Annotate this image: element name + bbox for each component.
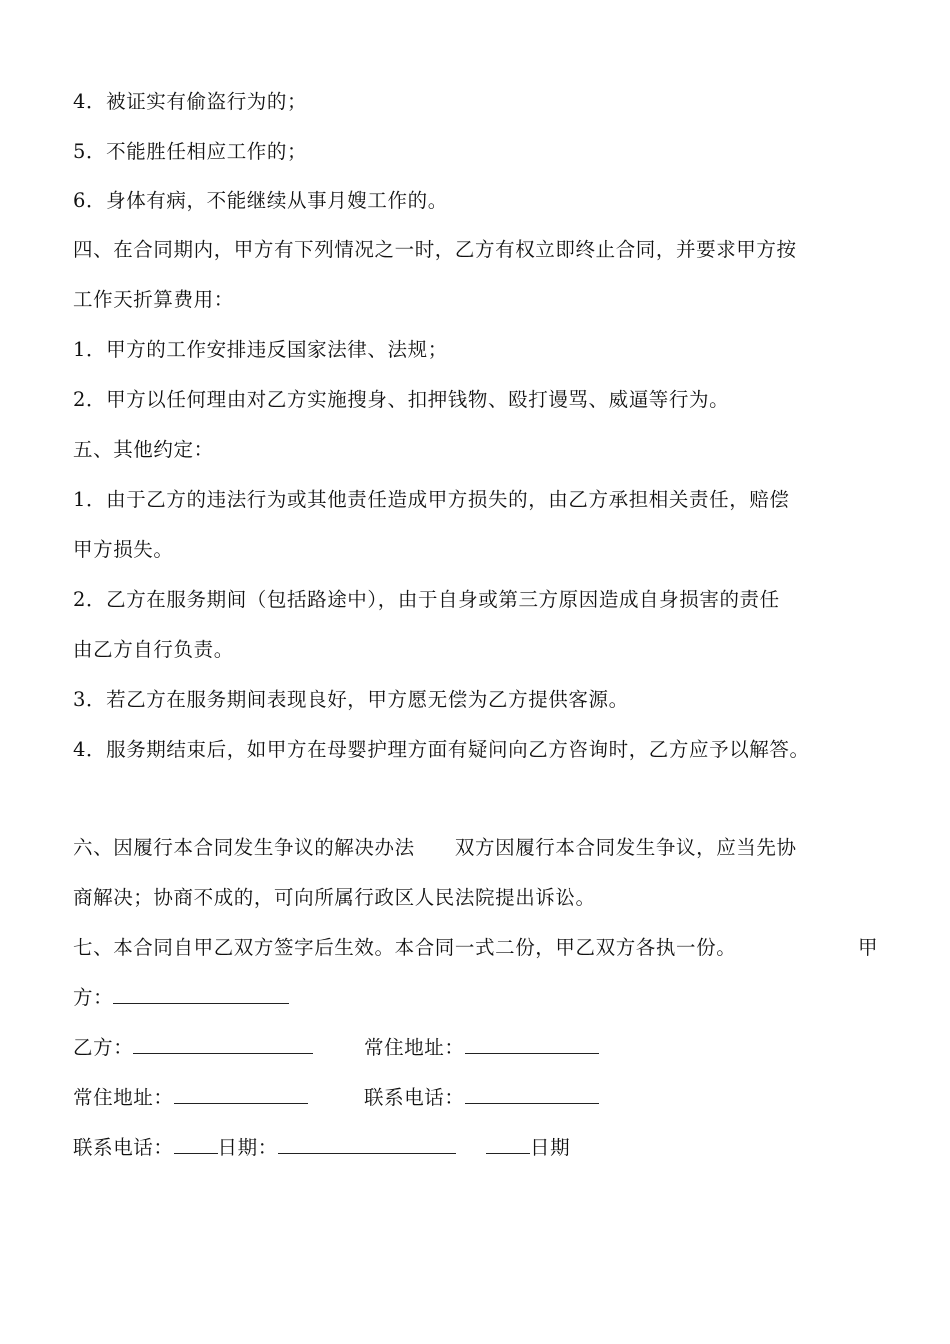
clause-7: [73, 934, 736, 962]
clause-3-item-4: 4．被证实有偷盗行为的；: [73, 90, 308, 113]
date-label-2: 日期: [530, 1136, 571, 1159]
clause-5-item-1: 1．由于乙方的违法行为或其他责任造成甲方损失的，由乙方承担相关责任，赔偿: [73, 488, 790, 511]
party-a-signature-field[interactable]: [113, 985, 289, 1004]
party-b-signature-field[interactable]: [133, 1035, 313, 1054]
clause-7-text: 七、本合同自甲乙双方签字后生效。本合同一式二份，甲乙双方各执一份。: [73, 936, 737, 959]
clause-5-heading: 五、其他约定：: [73, 438, 214, 461]
address-field-2[interactable]: [174, 1085, 308, 1104]
clause-6: 六、因履行本合同发生争议的解决办法 双方因履行本合同发生争议，应当先协: [73, 836, 797, 859]
party-b-group: [73, 1034, 313, 1062]
phone-field-2[interactable]: [174, 1135, 218, 1154]
party-a-label: 方：: [73, 986, 114, 1009]
date-label-1: 日期：: [217, 1136, 278, 1159]
phone-label-1: 联系电话：: [364, 1086, 465, 1109]
address-label-2: 常住地址：: [73, 1086, 174, 1109]
clause-5-item-3: 3．若乙方在服务期间表现良好，甲方愿无偿为乙方提供客源。: [73, 688, 629, 711]
date-field-1[interactable]: [278, 1135, 456, 1154]
clause-3-item-6: 6．身体有病，不能继续从事月嫂工作的。: [73, 189, 448, 212]
phone-date-group: [73, 1134, 456, 1162]
clause-4-heading-cont: 工作天折算费用：: [73, 288, 234, 311]
date-field-2[interactable]: [486, 1135, 530, 1154]
clause-5-item-4: 4．服务期结束后，如甲方在母婴护理方面有疑问向乙方咨询时，乙方应予以解答。: [73, 738, 810, 761]
address-group-1: [364, 1034, 599, 1062]
clause-4-item-1: 1．甲方的工作安排违反国家法律、法规；: [73, 338, 448, 361]
party-a-row: [73, 984, 289, 1012]
party-b-label: 乙方：: [73, 1036, 134, 1059]
phone-group-1: [364, 1084, 599, 1112]
address-label-1: 常住地址：: [364, 1036, 465, 1059]
phone-label-2: 联系电话：: [73, 1136, 174, 1159]
clause-5-item-2: 2．乙方在服务期间（包括路途中），由于自身或第三方原因造成自身损害的责任: [73, 588, 780, 611]
address-field-1[interactable]: [465, 1035, 599, 1054]
clause-5-item-2-cont: 由乙方自行负责。: [73, 638, 234, 661]
clause-6-cont: 商解决；协商不成的，可向所属行政区人民法院提出诉讼。: [73, 886, 596, 909]
address-group-2: [73, 1084, 308, 1112]
date-group-2: [486, 1134, 570, 1162]
clause-5-item-1-cont: 甲方损失。: [73, 538, 174, 561]
clause-4-heading: 四、在合同期内，甲方有下列情况之一时，乙方有权立即终止合同，并要求甲方按: [73, 238, 797, 261]
clause-4-item-2: 2．甲方以任何理由对乙方实施搜身、扣押钱物、殴打谩骂、威逼等行为。: [73, 388, 730, 411]
clause-3-item-5: 5．不能胜任相应工作的；: [73, 140, 308, 163]
party-a-label-start: 甲: [858, 936, 879, 959]
phone-field-1[interactable]: [465, 1085, 599, 1104]
